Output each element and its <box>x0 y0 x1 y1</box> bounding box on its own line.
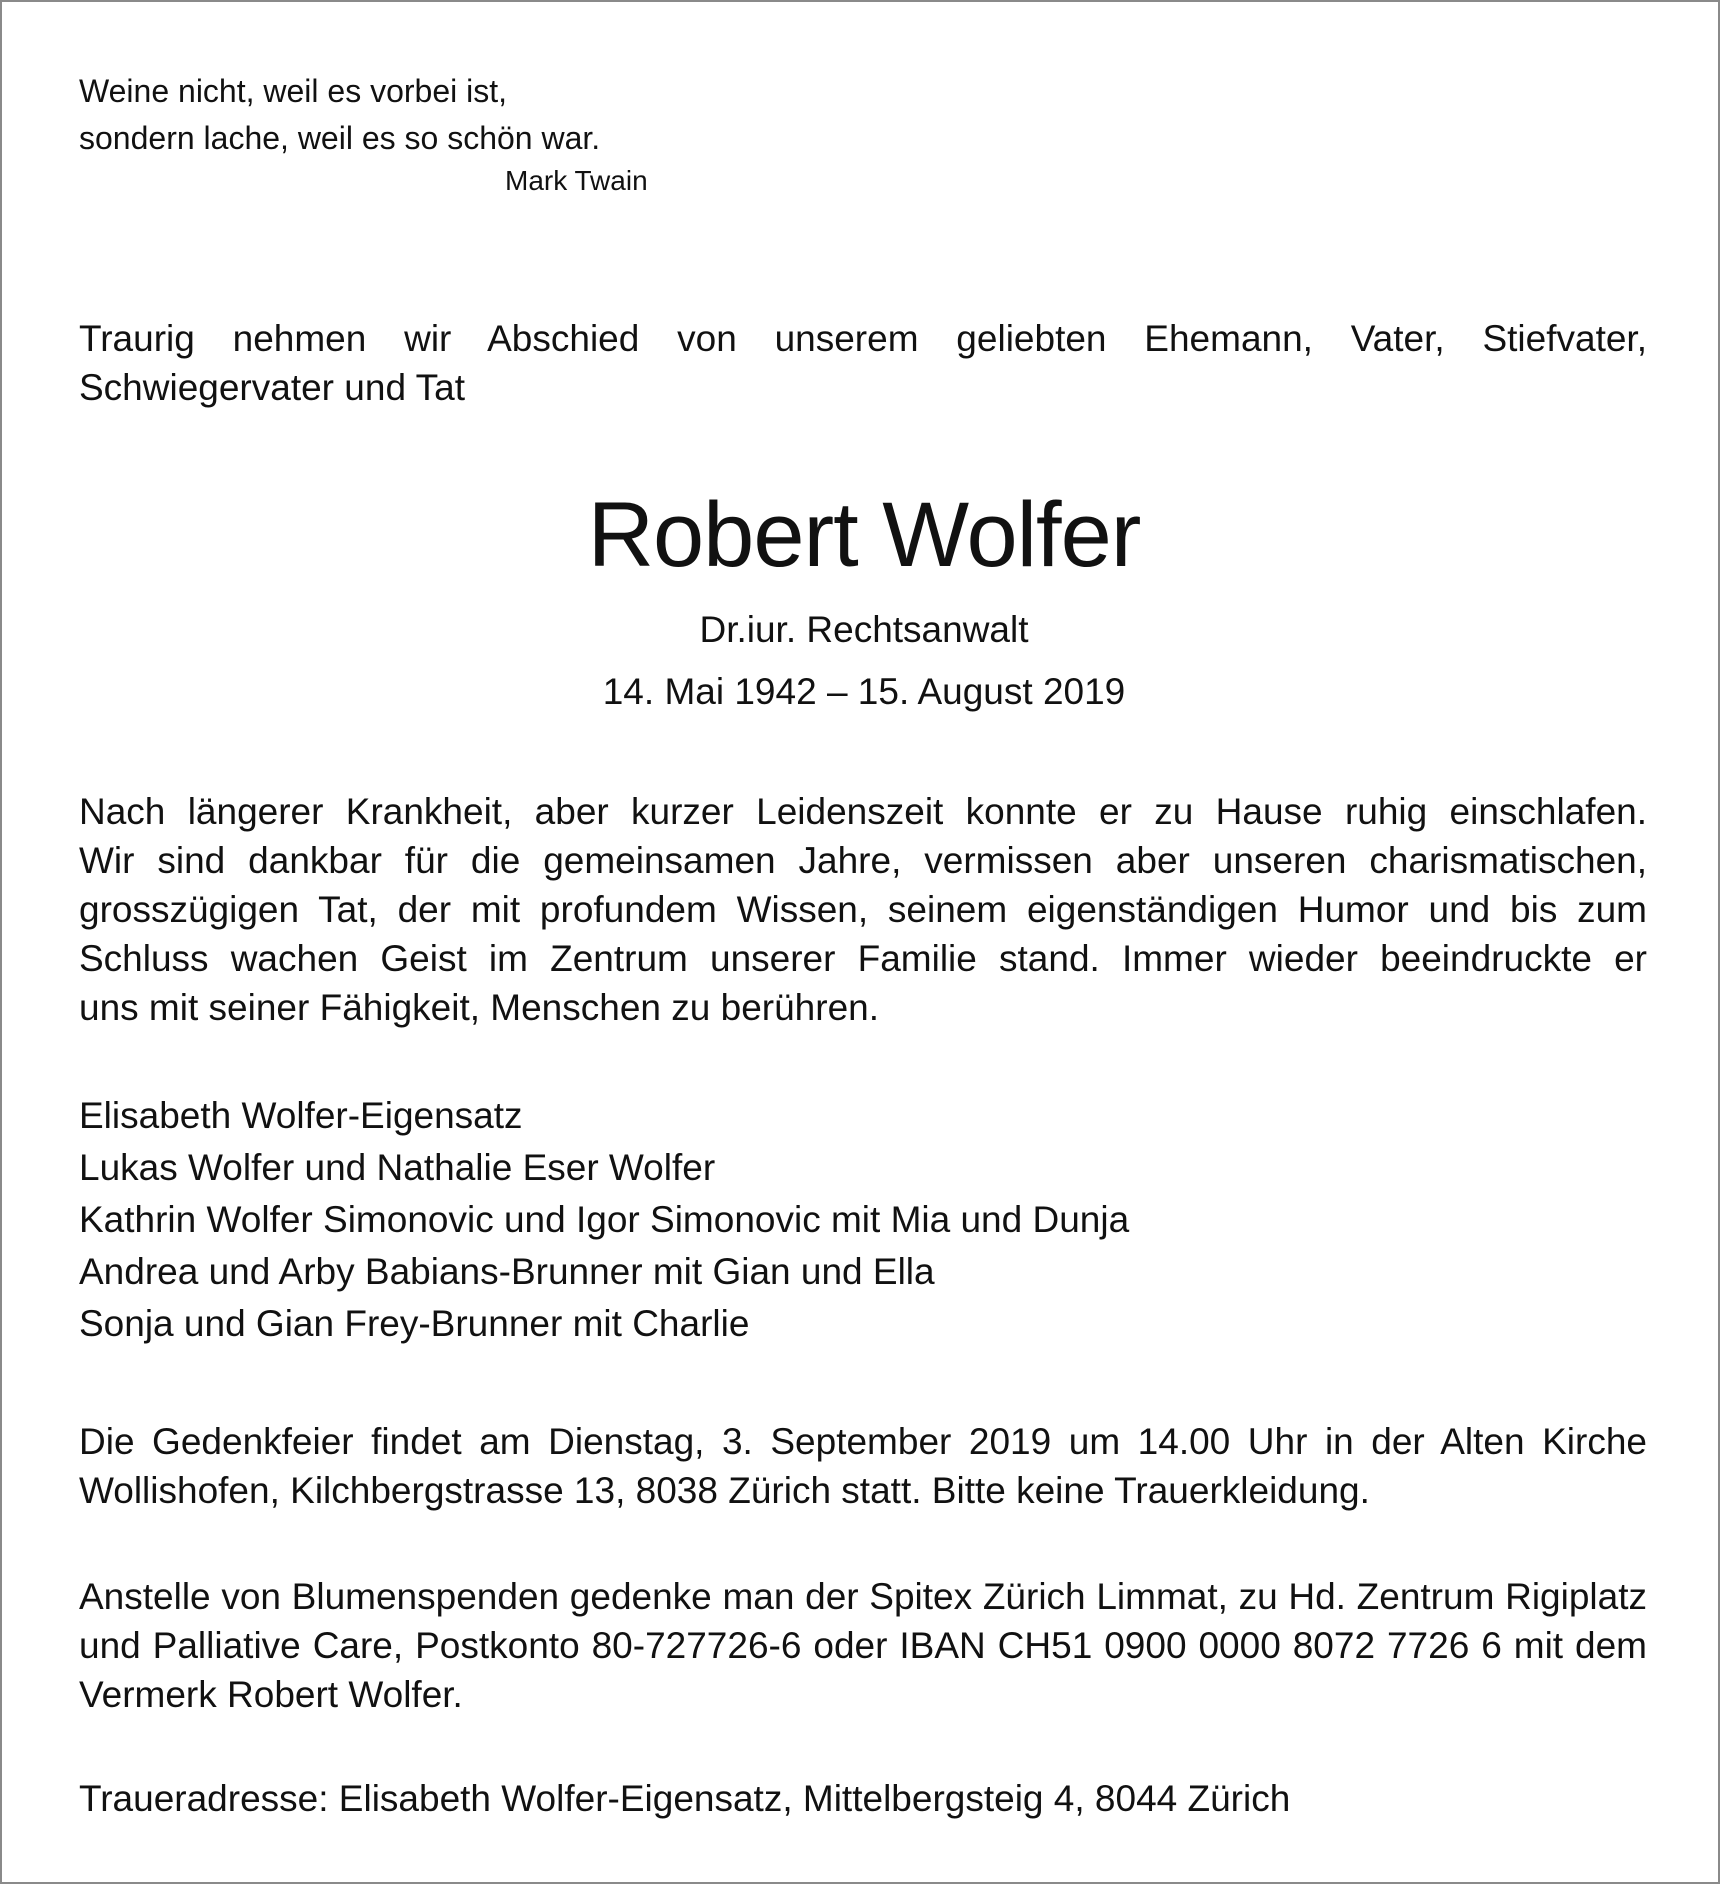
family-member: Lukas Wolfer und Nathalie Eser Wolfer <box>79 1147 716 1188</box>
tribute-paragraph <box>79 787 1647 1032</box>
intro-line-2: Schwiegervater und Tat <box>79 367 465 408</box>
quote-line-1: Weine nicht, weil es vorbei ist, <box>79 73 508 109</box>
tribute-line-2: Wir sind dankbar für die gemeinsamen Jahre, vermissen aber unseren charismatischen, <box>79 840 1647 881</box>
mourning-address <box>79 1774 1647 1823</box>
deceased-name: Robert Wolfer <box>587 484 1141 586</box>
donation-line-1: Anstelle von Blumenspenden gedenke man der Spitex Zürich Limmat, zu Hd. Zentrum Rigiplatz <box>79 1576 1647 1617</box>
ceremony-line-1: Die Gedenkfeier findet am Dienstag, 3. September 2019 um 14.00 Uhr in der Alten Kirche <box>79 1421 1647 1462</box>
epigraph-quote <box>79 68 879 162</box>
quote-line-2: sondern lache, weil es so schön war. <box>79 120 601 156</box>
tribute-line-1: Nach längerer Krankheit, aber kurzer Leidenszeit konnte er zu Hause ruhig einschlafen. <box>79 791 1647 832</box>
tribute-line-3: grosszügigen Tat, der mit profundem Wissen, seinem eigenständigen Humor und bis zum <box>79 889 1647 930</box>
family-member: Kathrin Wolfer Simonovic und Igor Simonovic mit Mia und Dunja <box>79 1199 1130 1240</box>
tribute-line-5: uns mit seiner Fähigkeit, Menschen zu berühren. <box>79 987 880 1028</box>
quote-author: Mark Twain <box>505 165 648 196</box>
ceremony-paragraph <box>79 1417 1647 1515</box>
deceased-title: Dr.iur. Rechtsanwalt <box>699 609 1029 650</box>
family-list <box>79 1090 1647 1350</box>
donation-line-2: und Palliative Care, Postkonto 80-727726-6 oder IBAN CH51 0900 0000 8072 7726 6 mit dem <box>79 1625 1647 1666</box>
mourning-address-text: Traueradresse: Elisabeth Wolfer-Eigensatz, Mittelbergsteig 4, 8044 Zürich <box>79 1778 1291 1819</box>
ceremony-line-2: Wollishofen, Kilchbergstrasse 13, 8038 Zürich statt. Bitte keine Trauerkleidung. <box>79 1470 1370 1511</box>
donation-line-3: Vermerk Robert Wolfer. <box>79 1674 463 1715</box>
family-member: Sonja und Gian Frey-Brunner mit Charlie <box>79 1303 750 1344</box>
intro-text <box>79 314 1647 412</box>
family-member: Elisabeth Wolfer-Eigensatz <box>79 1095 523 1136</box>
intro-line-1: Traurig nehmen wir Abschied von unserem geliebten Ehemann, Vater, Stiefvater, <box>79 318 1647 359</box>
tribute-line-4: Schluss wachen Geist im Zentrum unserer Familie stand. Immer wieder beeindruckte er <box>79 938 1647 979</box>
life-dates: 14. Mai 1942 – 15. August 2019 <box>602 671 1126 712</box>
donation-paragraph <box>79 1572 1647 1719</box>
family-member: Andrea und Arby Babians-Brunner mit Gian und Ella <box>79 1251 935 1292</box>
